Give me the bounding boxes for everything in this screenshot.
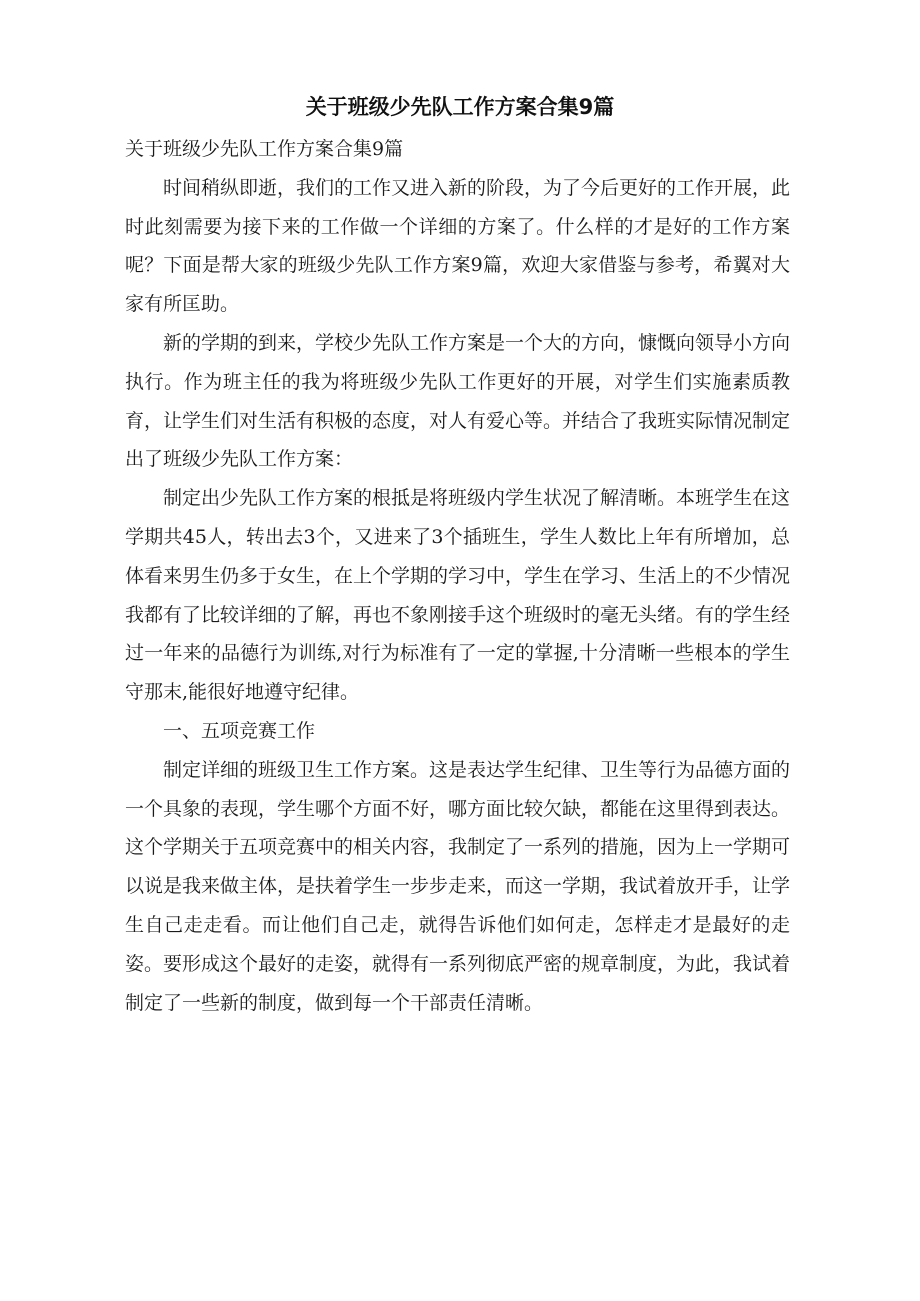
paragraph-new-semester: 新的学期的到来，学校少先队工作方案是一个大的方向，慷慨向领导小方向执行。作为班主任的我为将班级少先队工作更好的开展，对学生们实施素质教育，让学生们对生活有积极的态度，对人有爱心等。并结合了我班实际情况制定出了班级少先队工作方案： (125, 331, 791, 471)
section-heading-competition: 一、五项竞赛工作 (163, 719, 316, 742)
document-subtitle: 关于班级少先队工作方案合集9篇 (125, 138, 404, 160)
paragraph-class-status: 制定出少先队工作方案的根抵是将班级内学生状况了解清晰。本班学生在这学期共45人，转出去3个，又进来了3个插班生，学生人数比上年有所增加，总体看来男生仍多于女生，在上个学期的学习中，学生在学习、生活上的不少情况我都有了比较详细的了解，再也不象刚接手这个班级时的毫无头绪。有的学生经过一年来的品德行为训练,对行为标准有了一定的掌握,十分清晰一些根本的学生守那末,能很好地遵守纪律。 (125, 487, 791, 704)
page-title: 关于班级少先队工作方案合集9篇 (305, 95, 615, 119)
document-body (125, 130, 790, 1022)
paragraph-intro: 时间稍纵即逝，我们的工作又进入新的阶段，为了今后更好的工作开展，此时此刻需要为接下来的工作做一个详细的方案了。什么样的才是好的工作方案呢？下面是帮大家的班级少先队工作方案9篇，欢迎大家借鉴与参考，希翼对大家有所匡助。 (125, 176, 791, 316)
paragraph-hygiene-plan: 制定详细的班级卫生工作方案。这是表达学生纪律、卫生等行为品德方面的一个具象的表现，学生哪个方面不好，哪方面比较欠缺，都能在这里得到表达。这个学期关于五项竞赛中的相关内容，我制定了一系列的措施，因为上一学期可以说是我来做主体，是扶着学生一步步走来，而这一学期，我试着放开手，让学生自己走走看。而让他们自己走，就得告诉他们如何走，怎样走才是最好的走姿。要形成这个最好的走姿，就得有一系列彻底严密的规章制度，为此，我试着制定了一些新的制度，做到每一个干部责任清晰。 (125, 758, 791, 1014)
